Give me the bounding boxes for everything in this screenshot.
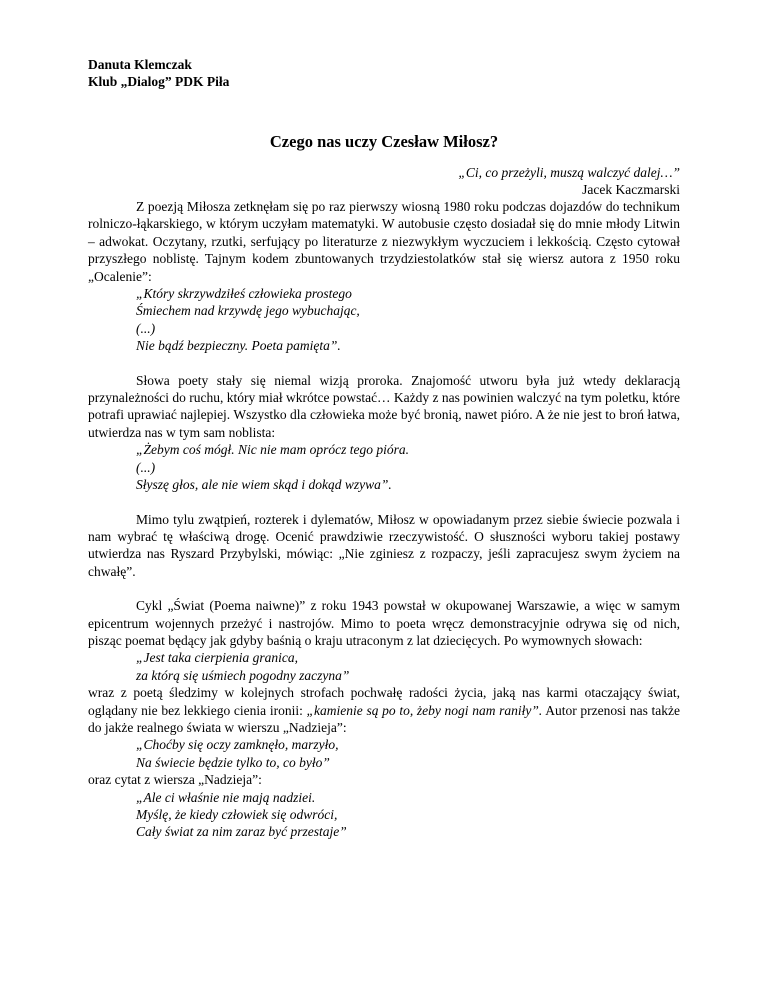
verse-line: Słyszę głos, ale nie wiem skąd i dokąd wzywa”.: [136, 477, 392, 493]
document-page: [88, 56, 680, 841]
author-name: Danuta Klemczak: [88, 57, 192, 72]
document-title: Czego nas uczy Czesław Miłosz?: [269, 132, 499, 151]
verse-line: „Jest taka cierpienia granica,: [136, 650, 298, 666]
verse-ocalenie: [88, 285, 680, 355]
verse-line: (...): [136, 320, 156, 336]
verse-pioro: [88, 441, 680, 493]
paragraph-3: Mimo tylu zwątpień, rozterek i dylematów, Miłosz w opowiadanym przez siebie świecie pozwala i nam wybrać tę właściwą drogę. Ocenić prawdziwie rzeczywistość. O słuszności wyboru takiej postawy utwierdza nas Ryszard Przybylski, mówiąc: „Nie zginiesz z rozpaczy, jeśli zapracujesz swym życiem na chwałę”.: [88, 511, 680, 579]
paragraph-5-text: wraz z poetą śledzimy w kolejnych strofach pochwałę radości życia, jaką nas karmi otaczający świat, oglądany nie bez lekkiego cienia ironii:: [88, 685, 680, 718]
paragraph-5-quote: „kamienie są po to, żeby nogi nam raniły”.: [306, 702, 543, 718]
verse-granica: [88, 649, 680, 684]
club-name: Klub „Dialog” PDK Piła: [88, 74, 230, 89]
verse-line: „Który skrzywdziłeś człowieka prostego: [136, 286, 352, 302]
verse-nadzieja-1: [88, 736, 680, 771]
verse-line: Na świecie będzie tylko to, co było”: [136, 754, 330, 770]
epigraph-author: Jacek Kaczmarski: [582, 182, 680, 197]
verse-line: „Żebym coś mógł. Nic nie mam oprócz tego pióra.: [136, 442, 409, 458]
verse-line: „Ale ci właśnie nie mają nadziei.: [136, 789, 316, 805]
verse-line: Nie bądź bezpieczny. Poeta pamięta”.: [136, 338, 341, 354]
verse-line: „Choćby się oczy zamknęło, marzyło,: [136, 737, 339, 753]
verse-nadzieja-2: [88, 789, 680, 841]
verse-line: za którą się uśmiech pogodny zaczyna”: [136, 667, 350, 683]
paragraph-2: Słowa poety stały się niemal wizją proroka. Znajomość utworu była już wtedy deklaracją przynależności do ruchu, który miał wkrótce powstać… Każdy z nas powinien walczyć na tym poletku, które potrafi uprawiać najlepiej. Wszystko dla człowieka może być bronią, nawet pióro. A że nie jest to broń łatwa, utwierdza nas w tym sam noblista:: [88, 372, 680, 440]
verse-line: (...): [136, 459, 156, 475]
author-block: [88, 56, 680, 90]
paragraph-5-text-end: Autor przenosi nas także do jakże realnego świata w wierszu „Nadzieja”:: [88, 702, 680, 735]
paragraph-5: [88, 684, 680, 736]
paragraph-1: Z poezją Miłosza zetknęłam się po raz pierwszy wiosną 1980 roku podczas dojazdów do technikum rolniczo-łąkarskiego, w którym uczyłam matematyki. W autobusie często dosiadał się do mnie młody Litwin – adwokat. Oczytany, rzutki, serfujący po literaturze z niezwykłym wyczuciem i lekkością. Często cytował przyszłego noblistę. Tajnym kodem zbuntowanych trzydziestolatków stał się wiersz autora z 1950 roku „Ocalenie”:: [88, 199, 680, 284]
verse-line: Myślę, że kiedy człowiek się odwróci,: [136, 807, 338, 822]
paragraph-6: oraz cytat z wiersza „Nadzieja”:: [88, 772, 262, 788]
epigraph: [88, 164, 680, 198]
epigraph-quote: „Ci, co przeżyli, muszą walczyć dalej…”: [458, 165, 680, 180]
verse-line: Śmiechem nad krzywdę jego wybuchając,: [136, 303, 360, 319]
paragraph-4: Cykl „Świat (Poema naiwne)” z roku 1943 powstał w okupowanej Warszawie, a więc w samym epicentrum wojennych przeżyć i nastrojów. Mimo to poeta wręcz demonstracyjnie odrywa się od nich, pisząc poemat będący jak gdyby baśnią o kraju utraconym z lat dziecięcych. Po wymownych słowach:: [88, 598, 680, 648]
verse-line: Cały świat za nim zaraz być przestaje”: [136, 824, 347, 840]
